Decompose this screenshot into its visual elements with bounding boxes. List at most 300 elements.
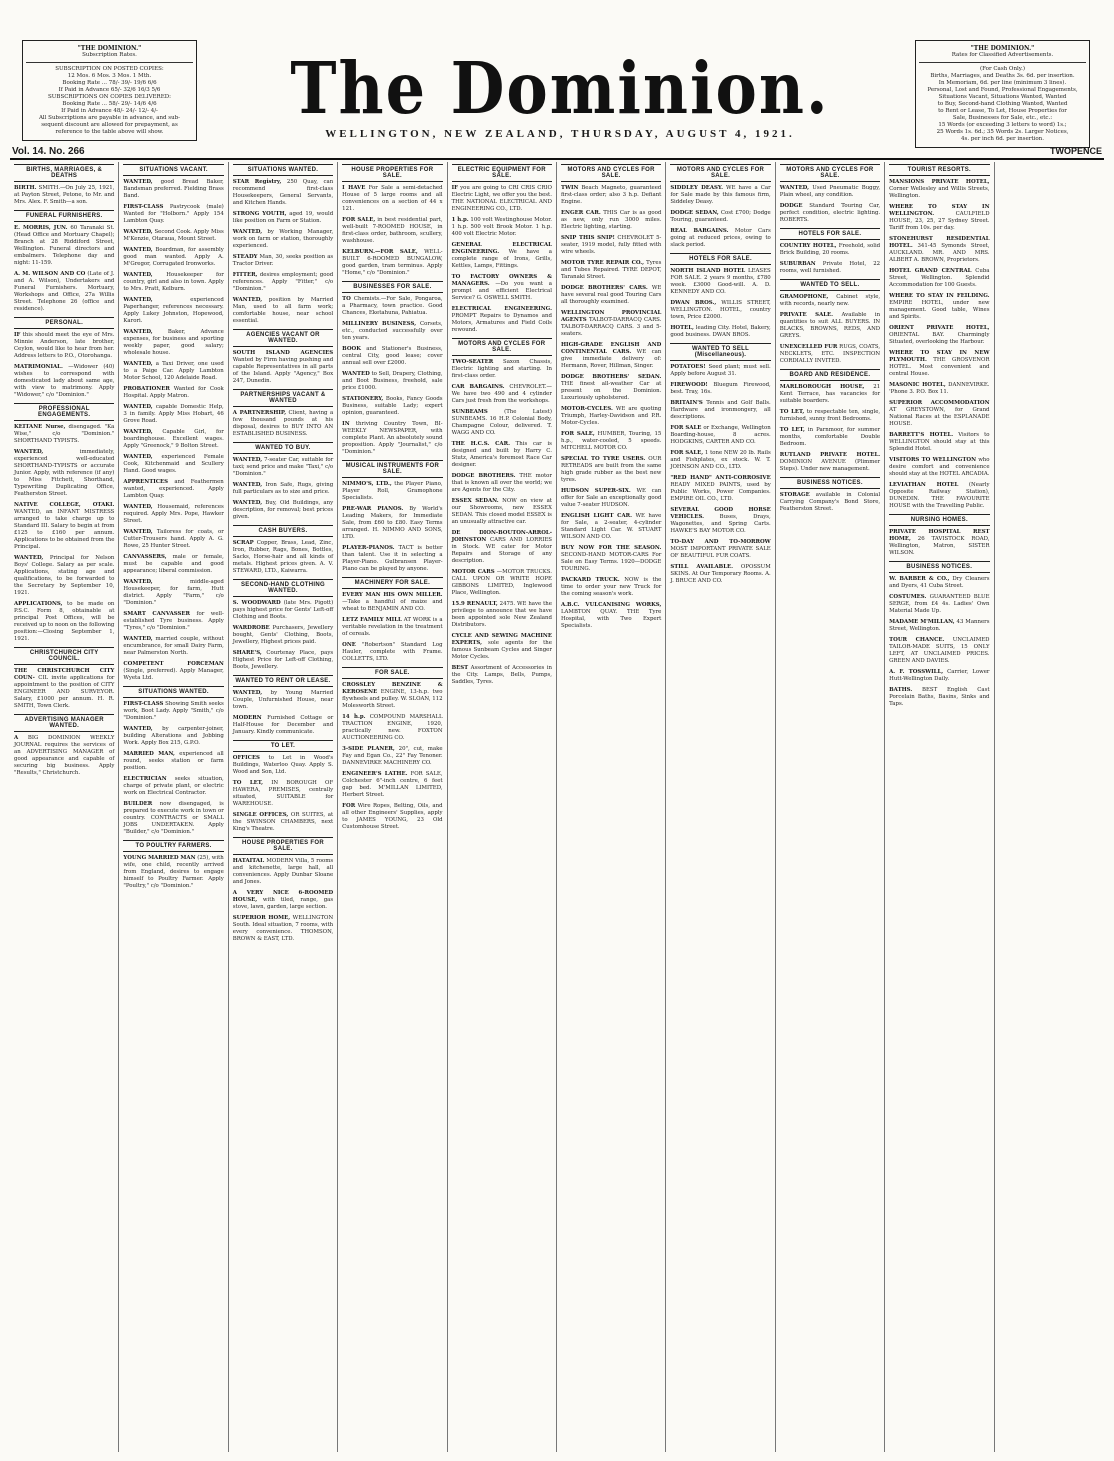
ad-lead: CROSSLEY BENZINE & KEROSENE bbox=[342, 682, 443, 695]
ad-lead: SOUTH ISLAND AGENCIES bbox=[232, 350, 334, 356]
classified-ad bbox=[889, 457, 989, 478]
classified-ad bbox=[889, 179, 989, 200]
ad-text: This car is designed and built by Harry C. Stutz, America's foremost Race Car designer. bbox=[451, 441, 552, 468]
column bbox=[10, 162, 119, 1452]
ad-lead: WARDROBE bbox=[232, 625, 270, 631]
ad-lead: A bbox=[14, 735, 19, 741]
ad-lead: TWIN bbox=[560, 185, 579, 191]
classified-ad bbox=[342, 296, 442, 317]
classified-ad bbox=[14, 735, 114, 777]
column bbox=[666, 162, 775, 1452]
ad-text: —Do you want a prompt and efficient Electrical Service? G. OSWELL SMITH. bbox=[451, 281, 552, 301]
ear-subtitle: Rates for Classified Advertisements. bbox=[951, 52, 1054, 58]
ad-text: Dry Cleaners and Dyers, 41 Cuba Street. bbox=[889, 576, 990, 589]
section-heading: HOUSE PROPERTIES FOR SALE. bbox=[233, 837, 333, 855]
price: TWOPENCE bbox=[1049, 146, 1102, 156]
ad-text: capable Domestic Help, 3 in family. Apply Miss Hobart, 46 Grove Road. bbox=[123, 404, 224, 424]
ad-text: Buses, Drays, Wagonettes, and Spring Carts. HAWKE'S BAY MOTOR CO. bbox=[670, 514, 771, 534]
ad-text: GUARANTEED BLUE SERGE, from £4 4s. Ladies' Own Material Made Up. bbox=[889, 594, 990, 614]
ad-lead: REAL BARGAINS. bbox=[670, 228, 729, 234]
ad-text: THIS Car is as good as new, only run 3000 miles. Electric lighting, starting. bbox=[560, 210, 662, 230]
ad-text: sole agents for the famous Sunbeam Cycles and Singer Motor Cycles. bbox=[451, 640, 552, 660]
ad-text: WELL-BUILT 6-ROOMED BUNGALOW, good garden, tram terminus. Apply "Home," c/o "Dominion." bbox=[342, 249, 443, 276]
ad-text: OUR RETREADS are built from the same high grade rubber as the best new tyres. bbox=[560, 456, 662, 483]
ad-text: BEST English Cast Porcelain Baths, Basins, Sinks and Taps. bbox=[889, 687, 990, 707]
ad-text: (Late of J. and A. Wilson), Undertakers and Funeral Furnishers. Mortuary, Workshops and Office, 27a Willis Street. Telephone 26 (office and residence). bbox=[14, 271, 115, 312]
ad-lead: SUNBEAMS bbox=[451, 409, 488, 415]
ad-text: WELLINGTON South. Ideal situation, 7 rooms, with every convenience. THOMSON, BROWN & EAST, LTD. bbox=[232, 915, 334, 942]
ad-text: WE have a Car for Sale made by this famous firm, Siddeley Deasy. bbox=[670, 185, 771, 205]
ad-lead: TO-DAY AND TO-MORROW bbox=[670, 539, 771, 545]
ad-text: leading City. Hotel, Bakery, good business. DWAN BROS. bbox=[670, 325, 771, 338]
classified-ad bbox=[123, 855, 223, 890]
classified-ad bbox=[780, 452, 880, 473]
ad-text: experienced Female Cook, Kitchenmaid and Scullery Hand. Good wages. bbox=[123, 454, 224, 474]
ad-lead: SUBURBAN bbox=[779, 261, 816, 267]
ad-lead: ENGLISH LIGHT CAR. bbox=[560, 513, 633, 519]
ad-lead: SIDDLEY DEASY. bbox=[670, 185, 723, 191]
section-heading: WANTED TO BUY. bbox=[233, 442, 333, 454]
ad-lead: KEITANE Nurse, bbox=[14, 424, 66, 430]
classified-ad bbox=[233, 858, 333, 886]
classified-ad bbox=[123, 179, 223, 200]
ad-lead: BEST bbox=[451, 665, 469, 671]
ad-text: or Exchange, Wellington Boarding-house, 8 acres. HODGKINS, CARTER AND CO. bbox=[670, 425, 771, 445]
classified-ad bbox=[14, 271, 114, 313]
classified-ad bbox=[889, 637, 989, 665]
ad-text: NOW on view at our Showrooms, new ESSEX SEDAN. This closed model ESSEX is an unusually attractive car. bbox=[451, 498, 552, 525]
ad-lead: TOUR CHANCE. bbox=[889, 637, 945, 643]
classified-ad bbox=[452, 633, 552, 661]
classified-ad bbox=[342, 249, 442, 277]
ad-lead: S. WOODWARD bbox=[232, 600, 281, 606]
ad-text: Books, Fancy Goods Business, suitable Lady; expert opinion, guaranteed. bbox=[342, 396, 443, 416]
ad-text: thriving Country Town, BI-WEEKLY NEWSPAPER, with complete Plant. An absolutely sound proposition. Apply "Journalist," c/o "Dominion." bbox=[342, 421, 443, 455]
classified-ad bbox=[233, 690, 333, 711]
classified-ad bbox=[233, 350, 333, 385]
ad-text: Freehold, solid Brick Building, 20 rooms. bbox=[779, 243, 881, 256]
ad-lead: NORTH ISLAND HOTEL bbox=[670, 268, 746, 274]
ad-lead: FOR SALE, bbox=[560, 431, 595, 437]
ear-line: 25 Words 1s. 6d.; 35 Words 2s. Larger Notices, bbox=[936, 129, 1069, 135]
ad-text: married couple, without encumbrance, for small Dairy Farm, near Palmerston North. bbox=[123, 636, 224, 656]
section-heading: HOTELS FOR SALE. bbox=[670, 253, 770, 265]
classified-ad bbox=[342, 371, 442, 392]
section-heading: ELECTRIC EQUIPMENT FOR SALE. bbox=[452, 164, 552, 182]
ad-text: 26 TAVISTOCK ROAD, Wellington, Matron, SISTER WILSON. bbox=[889, 536, 990, 556]
ad-text: to be made on P.S.C. Form 8, obtainable at principal Post Offices, will be received up to noon on the following position:—Closing September 1, 1921. bbox=[14, 601, 115, 642]
classified-ad bbox=[233, 457, 333, 478]
ear-line: Situations Vacant, Situations Wanted, Wanted bbox=[938, 94, 1067, 100]
ad-text: TALBOT-DARRACQ CARS. TALBOT-DARRACQ CARS. 3 and 5-seaters. bbox=[560, 317, 662, 337]
ad-text: Tennis and Golf Balls. Hardware and ironmongery, all descriptions. bbox=[670, 400, 771, 420]
classified-ad bbox=[123, 529, 223, 550]
classified-ad bbox=[780, 243, 880, 257]
ad-lead: MATRIMONIAL. bbox=[14, 364, 63, 370]
ad-text: Wanted for Cook Hospital. Apply Matron. bbox=[123, 386, 224, 399]
ad-lead: WHERE TO STAY IN NEW PLYMOUTH. bbox=[889, 350, 990, 363]
ad-lead: SCRAP bbox=[232, 540, 254, 546]
ad-text: THE finest all-weather Car at present on the Dominion. Luxuriously upholstered. bbox=[560, 381, 662, 401]
ad-lead: WANTED, bbox=[123, 404, 153, 410]
ad-lead: DWAN BROS., bbox=[670, 300, 717, 306]
ad-lead: BARRETT'S HOTEL. bbox=[889, 432, 954, 438]
classified-ad bbox=[780, 492, 880, 513]
ad-lead: ELECTRICIAN bbox=[123, 776, 167, 782]
column bbox=[119, 162, 228, 1452]
ad-lead: HIGH-GRADE ENGLISH AND CONTINENTAL CARS. bbox=[560, 342, 662, 355]
classified-ad bbox=[342, 421, 442, 456]
classified-ad bbox=[123, 361, 223, 382]
classified-ad bbox=[342, 746, 442, 767]
ad-text: Principal for Nelson Boys' College. Salary as per scale. Applications, stating age and qualifications, to be forwarded to the Secretary by September 10, 1921. bbox=[14, 555, 115, 596]
ad-text: RUGS, COATS, NECKLETS, ETC. INSPECTION CORDIALLY INVITED. bbox=[779, 344, 881, 364]
classified-ad bbox=[233, 540, 333, 575]
section-heading: FUNERAL FURNISHERS. bbox=[14, 210, 114, 222]
ad-lead: ENGINEER'S LATHE. bbox=[342, 771, 408, 777]
classified-ad bbox=[670, 539, 770, 560]
ad-lead: PROBATIONER bbox=[123, 386, 170, 392]
ad-text: 2475. WE have the privilege to announce that we have been appointed sole New Zealand Distributors. bbox=[451, 601, 552, 628]
classified-ad bbox=[452, 185, 552, 213]
ad-lead: I HAVE bbox=[342, 185, 366, 191]
ad-lead: TWO-SEATER bbox=[451, 359, 494, 365]
ear-rule bbox=[26, 62, 193, 63]
section-heading: MACHINERY FOR SALE. bbox=[342, 577, 442, 589]
ad-lead: FIREWOOD! bbox=[670, 382, 708, 388]
classified-ad bbox=[123, 297, 223, 325]
ad-lead: BRITAIN'S bbox=[670, 400, 703, 406]
ad-lead: IN bbox=[342, 421, 350, 427]
ear-line: Booking Rate ... 78/- 39/- 19/6 6/6 bbox=[62, 80, 157, 86]
ad-lead: ORIENT PRIVATE HOTEL, bbox=[889, 325, 990, 331]
classified-ad bbox=[123, 661, 223, 682]
ad-text: a Taxi Driver, one used to a Paige Car. Apply Lambton Motor School, 120 Adelaide Road. bbox=[123, 361, 224, 381]
ad-text: OR SUITES, at the SWINSON CHAMBERS, next King's Theatre. bbox=[232, 812, 334, 832]
ad-lead: STAR Registry, bbox=[232, 179, 282, 185]
ad-lead: MASONIC HOTEL, bbox=[889, 382, 946, 388]
ad-text: Baker, Advance expenses, for business and sporting weekly paper, good salary; wholesale house. bbox=[123, 329, 224, 356]
classified-ad bbox=[123, 611, 223, 632]
ear-box bbox=[22, 40, 197, 141]
ad-text: to Sell, Drapery, Clothing, and Boot Business, freehold, sale price £1000. bbox=[342, 371, 443, 391]
ad-text: (late Mrs. Pigott) pays highest price for Gents' Left-off Clothing and Boots. bbox=[232, 600, 334, 620]
classified-ad bbox=[233, 715, 333, 736]
section-heading: MOTORS AND CYCLES FOR SALE. bbox=[452, 338, 552, 356]
subscription-rates-box bbox=[22, 40, 197, 141]
ear-line: If Paid in Advance 65/- 32/6 16/3 5/6 bbox=[58, 87, 161, 93]
section-heading: BOARD AND RESIDENCE. bbox=[780, 369, 880, 381]
ad-text: LAMBTON QUAY. THE Tyre Hospital, with Two Expert Specialists. bbox=[560, 609, 662, 629]
ad-text: —Take a handful of maize and wheat to BENJAMIN AND CO. bbox=[342, 599, 443, 612]
classified-ad bbox=[123, 386, 223, 400]
section-heading: MOTORS AND CYCLES FOR SALE. bbox=[670, 164, 770, 182]
ad-lead: WANTED, bbox=[123, 579, 153, 585]
ad-text: THE GROSVENOR HOTEL. Most convenient and central House. bbox=[889, 357, 990, 377]
ad-text: the Player Piano, Player Roll, Gramophone Specialists. bbox=[342, 481, 443, 501]
classified-ad bbox=[14, 185, 114, 206]
classified-ad bbox=[233, 410, 333, 438]
ear-line: reference to the table above will show. bbox=[55, 129, 164, 135]
ad-text: desires employment; good references. Apply "Fitter," c/o "Dominion." bbox=[232, 272, 334, 292]
ad-lead: "RED HAND" ANTI-CORROSIVE bbox=[670, 475, 771, 481]
ad-lead: HUDSON SUPER-SIX. bbox=[560, 488, 631, 494]
classified-ad bbox=[452, 441, 552, 469]
classified-ad bbox=[14, 449, 114, 498]
ad-lead: THE H.C.S. CAR. bbox=[451, 441, 510, 447]
ear-lines bbox=[919, 66, 1086, 143]
classified-ad bbox=[452, 530, 552, 565]
ear-line: Sale, Businesses for Sale, etc., etc.: bbox=[952, 115, 1053, 121]
ad-text: Used Pneumatic Buggy, Plain wheel, any condition. bbox=[779, 185, 881, 198]
ad-lead: MADAME M'MILLAN, bbox=[889, 619, 955, 625]
classified-ad bbox=[342, 506, 442, 541]
section-heading: WANTED TO SELL (Miscellaneous). bbox=[670, 343, 770, 361]
ad-lead: OFFICES bbox=[232, 755, 260, 761]
ad-lead: STORAGE bbox=[779, 492, 810, 498]
column bbox=[995, 162, 1104, 1452]
ad-text: Corsets, etc., conducted successfully over ten years. bbox=[342, 321, 443, 341]
ad-lead: DODGE SEDAN, bbox=[670, 210, 719, 216]
volume-number: Vol. 14. No. 266 bbox=[12, 146, 85, 157]
classified-ad bbox=[561, 602, 661, 630]
ad-lead: DODGE BROTHERS' CARS. bbox=[560, 285, 648, 291]
classified-ad bbox=[561, 513, 661, 541]
ad-lead: WANTED, bbox=[14, 555, 44, 561]
section-heading: AGENCIES VACANT OR WANTED. bbox=[233, 329, 333, 347]
ad-lead: STATIONERY, bbox=[342, 396, 384, 402]
ad-lead: WANTED bbox=[342, 371, 370, 377]
ad-lead: WANTED, bbox=[123, 504, 153, 510]
ad-lead: 14 h.p. bbox=[342, 714, 366, 720]
ad-text: Wanted by Firm having pushing and capable Representatives in all parts of the Island. Apply "Agency," Box 247, Dunedin. bbox=[232, 357, 334, 384]
ad-lead: IF bbox=[451, 185, 458, 191]
ad-lead: WANTED, bbox=[123, 454, 153, 460]
ad-text: CIL invite applications for appointment to the position of CITY ENGINEER AND SURVEYOR. Salary, £1000 per annum. H. R. SMITH, Town Clerk. bbox=[14, 675, 115, 709]
classified-ad bbox=[561, 185, 661, 206]
ad-lead: EVERY MAN HIS OWN MILLER. bbox=[342, 592, 443, 598]
ad-text: DANNEVIRKE. 'Phone 3. P.O. Box 11. bbox=[889, 382, 990, 395]
classified-ad bbox=[670, 300, 770, 321]
classified-ad bbox=[123, 579, 223, 607]
ad-lead: THE CHRISTCHURCH CITY COUN- bbox=[14, 668, 115, 681]
ad-lead: ONE bbox=[342, 642, 356, 648]
section-heading: SITUATIONS VACANT. bbox=[123, 164, 223, 176]
ad-text: Pastrycook (male) Wanted for "Holborn." Apply 154 Lambton Quay. bbox=[123, 204, 224, 224]
ad-lead: STRONG YOUTH, bbox=[232, 211, 287, 217]
ad-text: IN BOROUGH OF HAWERA, PREMISES, centrally situated, SUITABLE for WAREHOUSE. bbox=[232, 780, 334, 807]
classified-ad bbox=[780, 261, 880, 275]
ad-text: (The Latest) SUNBEAMS. 16 H.P. Colonial Body, Champagne Colour, delivered. T. WAGG AND CO. bbox=[451, 409, 552, 436]
ad-lead: WANTED, bbox=[232, 297, 263, 303]
section-heading: HOUSE PROPERTIES FOR SALE. bbox=[342, 164, 442, 182]
ad-lead: UNEXCELLED FUR bbox=[779, 344, 838, 350]
classified-ad bbox=[123, 554, 223, 575]
classified-ad bbox=[233, 625, 333, 646]
ad-lead: WANTED, bbox=[232, 457, 263, 463]
ad-lead: ENGER CAR. bbox=[560, 210, 601, 216]
section-heading: TOURIST RESORTS. bbox=[889, 164, 989, 176]
ear-subtitle: Subscription Rates. bbox=[82, 52, 137, 58]
classified-ad bbox=[780, 384, 880, 405]
ad-text: 60 Taranaki St. (Head Office and Mortuary Chapel); Branch at 28 Riddiford Street, Wellington. Funeral directors and embalmers. Telephone day and night: 11-159. bbox=[14, 225, 115, 266]
ear-line: SUBSCRIPTIONS ON COPIES DELIVERED: bbox=[48, 94, 171, 100]
ear-line: 15 Words (or exceeding 3 letters to word) 1s.; bbox=[938, 122, 1067, 128]
ad-text: EMPIRE HOTEL, under new management. Good table, Wines and Spirits. bbox=[889, 300, 990, 320]
ear-line: Personal, Lost and Found, Professional Engagements, bbox=[927, 87, 1078, 93]
classified-ad bbox=[342, 321, 442, 342]
ad-text: Man, 30, seeks position as Tractor Driver. bbox=[232, 254, 334, 267]
classified-ad bbox=[342, 617, 442, 638]
ad-lead: WANTED, bbox=[232, 500, 263, 506]
classified-ad bbox=[452, 473, 552, 494]
ad-text: good Bread Baker, Bandsman preferred. Fielding Brass Band. bbox=[123, 179, 224, 199]
ad-lead: TO bbox=[342, 296, 351, 302]
ad-text: Purchasers, Jewellery bought, Gents' Clothing, Boots, Jewellery, Highest prices paid. bbox=[232, 625, 334, 645]
section-heading: BUSINESS NOTICES. bbox=[780, 477, 880, 489]
section-heading: MUSICAL INSTRUMENTS FOR SALE. bbox=[342, 460, 442, 478]
classified-ad bbox=[233, 229, 333, 250]
ad-lead: SINGLE OFFICES, bbox=[232, 812, 289, 818]
ad-lead: SHARE'S, bbox=[232, 650, 262, 656]
ad-text: and Stationer's Business, central City, good lease; cover annual sell over £2000. bbox=[342, 346, 443, 366]
classified-ad bbox=[561, 260, 661, 281]
classified-ad bbox=[14, 364, 114, 399]
ad-text: Chemists.—For Sale, Pongaroa, a Pharmacy, town practice. Good Chances, Eketahuna, Pahiatua. bbox=[342, 296, 443, 316]
classified-ad bbox=[670, 450, 770, 471]
ad-lead: CANVASSERS, bbox=[123, 554, 167, 560]
ad-text: Bluegum Firewood, best. Tray, 16s. bbox=[670, 382, 771, 395]
ad-text: this should meet the eye of Mrs. Minnie Anderson, late brother, Ceylon, would like to hear from her. Address letters to P.O., Otorohanga. bbox=[14, 332, 115, 359]
classified-ad bbox=[123, 776, 223, 797]
ad-text: Tailoress for coats, or Cutter-Trousers hand. Apply A. G. Rowe, 25 Hunter Street. bbox=[123, 529, 224, 549]
ad-lead: WANTED, bbox=[779, 185, 810, 191]
classified-ad bbox=[561, 374, 661, 402]
ad-lead: WELLINGTON PROVINCIAL AGENTS bbox=[560, 310, 662, 323]
ad-lead: HOTEL GRAND CENTRAL bbox=[889, 268, 972, 274]
classified-ad bbox=[780, 203, 880, 224]
ad-lead: COMPETENT FORCEMAN bbox=[123, 661, 224, 667]
ad-lead: E. MORRIS, JUN. bbox=[14, 225, 68, 231]
ad-lead: SUPERIOR ACCOMMODATION bbox=[889, 400, 990, 406]
section-heading: MOTORS AND CYCLES FOR SALE. bbox=[780, 164, 880, 182]
classified-ad bbox=[452, 306, 552, 334]
ad-lead: RUTLAND PRIVATE HOTEL. bbox=[779, 452, 881, 458]
ad-lead: WANTED, bbox=[14, 449, 44, 455]
ad-text: PROMPT Repairs to Dynamos and Motors, Armatures and Field Coils rewound. bbox=[451, 313, 552, 333]
ad-text: you are going to CRI CRIS CRIO Electric Light, we offer you the best. THE NATIONAL ELECTRICAL AND ENGINEERING CO., LTD. bbox=[451, 185, 552, 212]
column bbox=[885, 162, 994, 1452]
ad-text: THE motor that is known all over the world; we are Agents for the City. bbox=[451, 473, 552, 493]
ad-text: and Feathermen wanted, experienced. Apply Lambton Quay. bbox=[123, 479, 224, 499]
ad-text: 100 volt Westinghouse Motor. 1 h.p. 500 volt Brook Motor. 1 h.p. 400 volt Electric Motor. bbox=[451, 217, 552, 237]
classified-ad bbox=[670, 228, 770, 249]
classified-ad bbox=[123, 204, 223, 225]
classified-ad bbox=[889, 204, 989, 232]
classified-ad bbox=[889, 687, 989, 708]
ad-text: (25), with wife, one child, recently arrived from England, desires to engage himself to Poultry Farmer. Apply "Poultry," c/o "Dominion." bbox=[123, 855, 224, 889]
ad-lead: A. F. TOSSWILL, bbox=[889, 669, 944, 675]
ear-line: Births, Marriages, and Deaths 3s. 6d. per insertion. bbox=[930, 73, 1075, 79]
ad-text: to Let in Wood's Buildings, Waterloo Quay. Apply S. Wood and Son, Ltd. bbox=[232, 755, 334, 775]
ad-text: WE can offer for Sale an exceptionally good value 7-seater HUDSON. bbox=[560, 488, 662, 508]
ad-text: NOW is the time to order your new Truck for the coming season's work. bbox=[560, 577, 662, 597]
ad-text: in Parnmoor, for summer months, comfortable Double Bedroom. bbox=[779, 427, 881, 447]
ad-text: MOST IMPORTANT PRIVATE SALE OF BEAUTIFUL FUR COATS. bbox=[670, 546, 771, 559]
classified-ad bbox=[233, 179, 333, 207]
ad-text: Capable Girl, for boardinghouse. Excellent wages. Apply "Greenock," 9 Bolton Street. bbox=[123, 429, 224, 449]
section-heading: CASH BUYERS. bbox=[233, 525, 333, 537]
ad-text: aged 19, would like position on Farm or Station. bbox=[232, 211, 334, 224]
classified-ad bbox=[452, 274, 552, 302]
classified-ad bbox=[233, 915, 333, 943]
ear-box bbox=[915, 40, 1090, 148]
classified-ad bbox=[452, 217, 552, 238]
section-heading: MOTORS AND CYCLES FOR SALE. bbox=[561, 164, 661, 182]
ad-text: seeks situation, charge of private plant, or electric work on Electrical Contractor. bbox=[123, 776, 224, 796]
ad-text: Housemaid, references required. Apply Mrs. Pope, Hawker Street. bbox=[123, 504, 224, 524]
ad-lead: GRAMOPHONE, bbox=[779, 294, 829, 300]
section-heading: TO POULTRY FARMERS. bbox=[123, 840, 223, 852]
ad-lead: BATHS. bbox=[889, 687, 913, 693]
ear-lines bbox=[26, 66, 193, 136]
classified-ad bbox=[561, 431, 661, 452]
ad-lead: YOUNG MARRIED MAN bbox=[123, 855, 196, 861]
classified-ad bbox=[123, 272, 223, 293]
classified-ad bbox=[670, 425, 770, 446]
masthead bbox=[0, 0, 1114, 157]
ad-text: Copper, Brass, Lead, Zinc, Iron, Rubber, Rags, Bones, Bottles, Sacks, Horse-hair and all kinds of metals. Highest prices given. A. V. STEWARD, LTD., Kaiwarra. bbox=[232, 540, 334, 574]
ad-lead: PACKARD TRUCK. bbox=[560, 577, 620, 583]
ad-text: by Working Manager, work on farm or station, thoroughly experienced. bbox=[232, 229, 334, 249]
ad-text: BIG DOMINION WEEKLY JOURNAL requires the services of an ADVERTISING MANAGER of good appearance and capable of securing big business. Apply "Results," Christchurch. bbox=[14, 735, 115, 776]
ad-lead: WANTED, bbox=[123, 179, 153, 185]
classified-ad bbox=[670, 268, 770, 296]
ad-lead: MOTOR-CYCLES. bbox=[560, 406, 613, 412]
ad-lead: TO LET, bbox=[779, 427, 805, 433]
ear-line: to Buy, Second-hand Clothing Wanted, Wanted bbox=[937, 101, 1068, 107]
ad-text: Showing Smith seeks work, Boot Lady. Apply "Smith," c/o "Dominion." bbox=[123, 701, 224, 721]
ad-lead: DODGE BROTHERS. bbox=[451, 473, 516, 479]
section-heading: ADVERTISING MANAGER WANTED. bbox=[14, 714, 114, 732]
classified-ad bbox=[123, 504, 223, 525]
ad-text: For Sale a semi-detached House of 5 large rooms and all conveniences on a section of 44 x 121. bbox=[342, 185, 443, 212]
ad-lead: NIMMO'S, LTD., bbox=[342, 481, 392, 487]
ad-text: Buy, Old Buildings, any description, for removal; best prices given. bbox=[232, 500, 334, 520]
classified-ad bbox=[561, 456, 661, 484]
ad-text: experienced Paperhanger, references necessary. Apply Lukey Johnston, Hopewood, Karori. bbox=[123, 297, 224, 324]
ad-lead: CAR BARGAINS. bbox=[451, 384, 505, 390]
ad-lead: FIRST-CLASS bbox=[123, 204, 164, 210]
ad-lead: LEVIATHAN HOTEL bbox=[889, 482, 959, 488]
classified-ad bbox=[561, 577, 661, 598]
ear-line: SUBSCRIPTION ON POSTED COPIES: bbox=[55, 66, 164, 72]
ad-text: ENGINE, 13-h.p. two flywheels and pulley. W. SLOAN, 112 Molesworth Street. bbox=[342, 689, 443, 709]
ad-lead: 1 h.p. bbox=[451, 217, 469, 223]
column bbox=[776, 162, 885, 1452]
classified-ad bbox=[780, 185, 880, 199]
classified-ad bbox=[342, 217, 442, 245]
ad-text: disengaged. "Ka Wise," c/o "Dominion." SHORTHAND TYPISTS. bbox=[14, 424, 115, 444]
ad-text: (Single, preferred). Apply Manager, Wyeta Ltd. bbox=[123, 668, 224, 681]
ad-lead: SNIP THIS SNIP! bbox=[560, 235, 615, 241]
ad-text: Motor Cars going at reduced prices, owing to slack period. bbox=[670, 228, 771, 248]
ad-lead: WANTED, bbox=[123, 361, 153, 367]
ad-text: AT GREYSTOWN, for Grand National Races at the ESPLANADE HOUSE. bbox=[889, 407, 990, 427]
ear-title: "THE DOMINION." bbox=[970, 45, 1035, 52]
classified-ad bbox=[233, 755, 333, 776]
section-heading: PROFESSIONAL ENGAGEMENTS. bbox=[14, 403, 114, 421]
